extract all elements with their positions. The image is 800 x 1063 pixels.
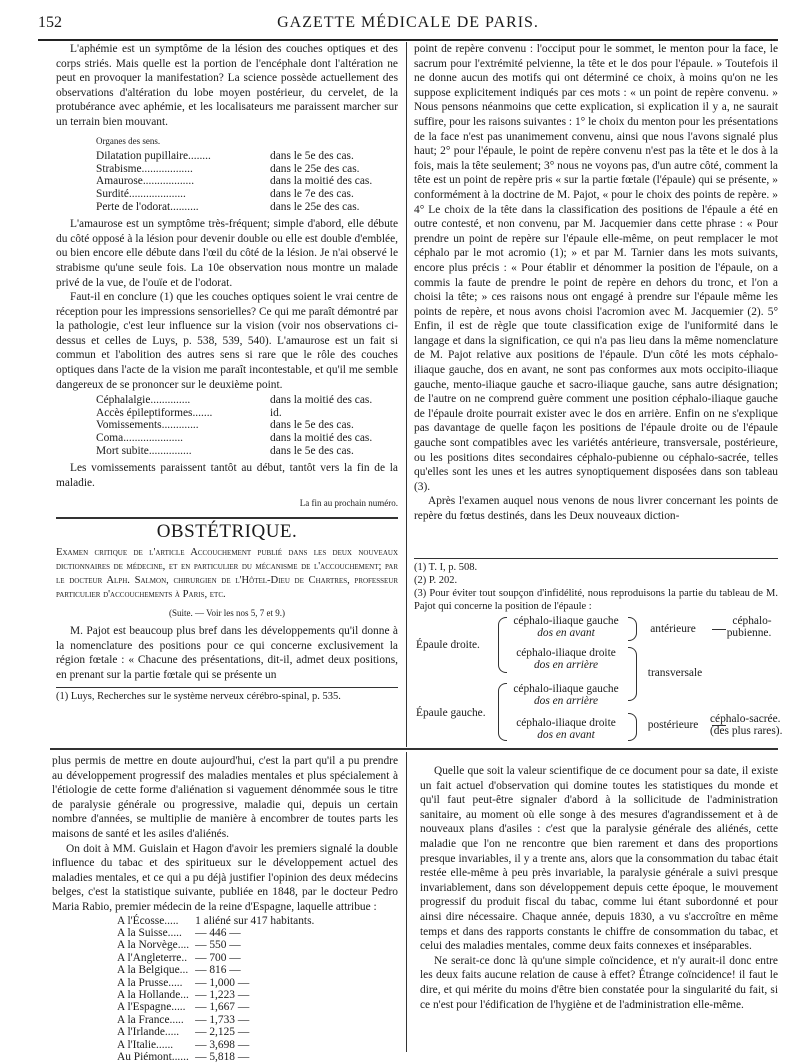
row-2a: céphalo-iliaque droite — [516, 647, 616, 659]
country-statistics-table — [114, 915, 317, 1063]
position-table-diagram — [414, 615, 783, 743]
label-anterieure: antérieure — [650, 623, 696, 635]
right-top-column — [414, 42, 778, 532]
brace-trans — [628, 647, 637, 701]
table-row: Coma..................... dans la moitié des cas. — [96, 432, 373, 445]
right-bottom-column — [420, 764, 778, 1054]
column-divider-top — [406, 42, 407, 747]
brace-ant-top — [628, 617, 637, 641]
table-row: A la Belgique... — 816 — — [117, 964, 241, 977]
paragraph-pajot: M. Pajot est beaucoup plus bref dans les développements qu'il donne à la nomenclature des positions pour ce qui concerne exclusivement la région fœtale : « Chacune des présentations, dit-il, admet deux positions, en prenant sur la partie fœtale qui se présente un — [56, 625, 398, 681]
table-row: A l'Espagne..... — 1,667 — — [117, 1001, 250, 1014]
footnote-2: (2) P. 202. — [414, 575, 458, 586]
bottom-section-rule — [50, 748, 778, 750]
label-cephalo: céphalo- — [732, 615, 772, 627]
paragraph-guislain: On doit à MM. Guislain et Hagon d'avoir les premiers signalé la double influence du tabac et des spiritueux sur le développement actuel des maladies mentales, et ce qui a pu déjà justifier l'opinion des deux médecins belges, c'est la statistique suivante, publiée en 1848, par le docteur Pedro Maria Rabio, premier médecin de la reine d'Espagne, laquelle attribue : — [52, 842, 398, 913]
row-1b: dos en avant — [537, 627, 595, 639]
table-row: Amaurose.................. dans la moitié des cas. — [96, 175, 373, 188]
section-rule — [56, 517, 398, 519]
page-number: 152 — [38, 14, 62, 31]
paragraph-valeur-scientifique: Quelle que soit la valeur scientifique de ce document pour sa date, il existe un fait actuel d'observation qui domine toutes les statistiques du monde et qu'il faut peut-être signaler d'abord à la sollicitude de l'administration sanitaire, au moment où elle songe à des mesures d'agrandissement et à de nouveaux plans d'asiles : c'est que la paralysie générale des aliénés, cette maladie que l'on ne rencontre que bien rarement et dans des proportions presque invariables, il y a trente ans, alors que la consommation du tabac était restée elle-même à peu près invariable, la paralysie générale a suivi presque invariablement, dans son développement depuis cette époque, le mouvement progressif du produit fiscal du tabac, comme lui étant subordonné et pour ainsi dire nécessaire. Chaque année, depuis 1830, a vu s'accroître en même temps et dans des rapports constants le chiffre de consommation du tabac, et celui des maladies mentales, comme deux faits connexes et inséparables. — [420, 765, 778, 953]
table-row: A la Prusse..... — 1,000 — — [117, 976, 250, 989]
footnote-luys: (1) Luys, Recherches sur le système nerveux cérébro-spinal, p. 535. — [56, 690, 341, 702]
row-4b: dos en avant — [537, 729, 595, 741]
table-row: Vomissements............. dans le 5e des cas. — [96, 419, 354, 432]
right-footnotes — [414, 558, 778, 618]
column-divider-bottom — [406, 752, 407, 1052]
section-title: OBSTÉTRIQUE. — [156, 521, 298, 542]
paragraph-paralysie: plus permis de mettre en doute aujourd'hui, c'est la part qu'il a pu prendre au développement progressif des maladies mentales et plus spécialement à l'étiologie de cette forme d'aliénation si vaguement dénommée sous le titre de paralysie générale ou progressive, maladie qui, depuis un certain nombre d'années, se multiplie de manière à encombrer de toutes parts les maisons de santé et les asiles d'aliénés. — [52, 755, 398, 840]
left-bottom-column — [52, 754, 398, 1063]
row-2b: dos en arrière — [533, 659, 599, 671]
footnote-3: (3) Pour éviter tout soupçon d'infidélité, nous reproduisons la partie du tableau de M. Pajot qui concerne la position de l'épaule : — [414, 588, 778, 612]
table-row: A l'Écosse..... 1 aliéné sur 417 habitants. — [117, 914, 315, 927]
paragraph-conclusion: Faut-il en conclure (1) que les couches optiques soient le vrai centre de réception pour les impressions sensorielles? Ce qui me paraît démontré par la pathologie, c'est leur influence sur la vision (voir nos observations ci-dessus et celles de Luys, p. 538, 539, 540). L'amaurose est un fait si commun et l'abolition des autres sens si rare que le rôle des couches optiques dans l'acte de la vision me paraît incontestable, et qu'il me semble dangereux de se prononcer sur le deuxième point. — [56, 291, 398, 391]
symptoms-table — [94, 394, 374, 457]
paragraph-point-de-repere: point de repère convenu : l'occiput pour le sommet, le menton pour la face, le sacrum pour l'extrémité pelvienne, la tête et le dos pour l'épaule. » Toutefois il ne donne aucun des motifs qui ont déterminé ce choix, à moins qu'on ne les suppose explicitement indiqués par ces mots : « un point de repère convenu. » Nous pensons néanmoins que cette explication, si explication il y a, ne saurait suffire, pour les raisons suivantes : 1° le choix du menton pour les présentations de la face n'est pas unanimement convenu, ainsi que nous l'avons signalé plus haut; 2° pour l'épaule, le point de repère convenu n'est pas la tête et le dos à la fois, mais la tête seulement; 3° nous ne voyons pas, d'un autre côté, comment la tête est un point de repère pris « sur la partie fœtale (l'épaule) qui se présente, » conformément à la doctrine de M. Pajot, « pour le choix des points de repère. » 4° Le choix de la tête dans la classification des positions de l'épaule a été en outre contesté, et non convenu, par M. Jacquemier dans cette phrase : « Pour prendre un point de repère sur l'épaule elle-même, on peut remplacer le mot céphalo par le mot acromio (1); » et par M. Tarnier dans les mots suivants, encore plus précis : « Pour établir et dénommer la position de l'épaule, on a commis la faute de prendre le point de repère en dehors du tronc, et l'on a choisi la tête; » ces raisons nous ont engagé à prendre sur l'épaule même les points de repère, et nous avons choisi l'acromion avec M. Jacquemier (2). 5° Enfin, il est de règle que toute classification exige de l'uniformité dans le langage et dans la signification, ce qui n'a pas lieu dans la même nomenclature de M. Pajot relative aux positions de l'épaule. D'un côté les mots céphalo-iliaque gauche, dos en avant, ne sont pas conformes aux mots occipito-iliaque gauche, mento-iliaque gauche et sacro-iliaque gauche, sans autre désignation; de l'autre on ne comprend guère comment une position céphalo-iliaque gauche de l'épaule droite pourrait exister avec le dos en arrière. Enfin on ne s'explique pas davantage de quelle façon les positions de l'épaule droite ou de l'épaule gauche sont compatibles avec les variétés antérieure, transversale, postérieure, ou les positions dites secondaires céphalo-pubienne ou céphalo-sacrée, telles qu'elles sont les unes et les autres synoptiquement disposées dans son tableau (3). — [414, 43, 778, 493]
subheading-organes: Organes des sens. — [96, 135, 161, 146]
label-pubienne: pubienne. — [726, 627, 772, 639]
row-3a: céphalo-iliaque gauche — [513, 683, 619, 695]
page-header — [38, 8, 778, 38]
journal-title: GAZETTE MÉDICALE DE PARIS. — [277, 14, 539, 31]
table-row: Céphalalgie.............. dans la moitié des cas. — [96, 394, 373, 407]
label-epaule-droite: Épaule droite. — [416, 639, 480, 651]
table-row: A la Norvège.... — 550 — — [117, 939, 241, 952]
continued-note: La fin au prochain numéro. — [299, 498, 398, 509]
label-transversale: transversale — [647, 667, 703, 679]
table-row: A la Suisse..... — 446 — — [117, 926, 241, 939]
paragraph-aphemie: L'aphémie est un symptôme de la lésion des couches optiques et des corps striés. Mais quelle est la portion de l'encéphale dont l'altération ne peut en provoquer la manifestation? La science possède actuellement des observations d'altération du lobe moyen postérieur, du cervelet, de la protubérance avec aphémie, et les localisateurs me paraissent marcher sur un terrain bien mouvant. — [56, 43, 398, 128]
table-row: Dilatation pupillaire........ dans le 5e des cas. — [96, 150, 354, 163]
suite-note: (Suite. — Voir les nos 5, 7 et 9.) — [169, 607, 285, 618]
label-cephalo-sacree: céphalo-sacrée. — [710, 713, 781, 725]
table-row: A l'Irlande..... — 2,125 — — [117, 1026, 250, 1039]
paragraph-examen: Après l'examen auquel nous venons de nous livrer concernant les points de repère du fœtus destinés, dans les Deux nouveaux diction- — [414, 495, 778, 522]
table-row: A l'Italie...... — 3,698 — — [117, 1038, 250, 1051]
table-row: Strabisme.................. dans le 25e des cas. — [96, 162, 360, 175]
paragraph-coincidence: Ne serait-ce donc là qu'une simple coïncidence, et n'y aurait-il donc entre les deux faits aucune relation de cause à effet? Étrange coïncidence! il faut le dire, et qui mérite du moins d'être bien constatée pour la singularité du fait, si ce n'est pour l'édification de l'hygiène et de l'administration elle-même. — [420, 954, 778, 1011]
table-row: Perte de l'odorat.......... dans le 25e des cas. — [96, 200, 360, 213]
table-row: A la France..... — 1,733 — — [117, 1013, 250, 1026]
label-epaule-gauche: Épaule gauche. — [416, 707, 486, 719]
brace-post — [628, 713, 637, 741]
header-rule — [38, 39, 778, 41]
left-top-column — [56, 42, 398, 748]
row-4a: céphalo-iliaque droite — [516, 717, 616, 729]
table-row: Au Piémont...... — 5,818 — — [117, 1051, 250, 1063]
footnote-1: (1) T. I, p. 508. — [414, 562, 478, 573]
article-heading: Examen critique de l'article Accouchement publié dans les deux nouveaux dictionnaires de médecine, et en particulier du mécanisme de l'accouchement; par le docteur Alph. Salmon, chirurgien de l'Hôtel-Dieu de Chartres, professeur particulier d'accouchements à Paris, etc. — [56, 546, 398, 600]
label-plus-rares: (des plus rares). — [710, 725, 783, 737]
row-1a: céphalo-iliaque gauche — [513, 615, 619, 627]
footnote-rule — [56, 687, 398, 688]
paragraph-amaurose: L'amaurose est un symptôme très-fréquent; simple d'abord, elle débute du côté opposé à la lésion pour devenir double ou elle est double d'emblée, ou bien encore elle débute dans l'œil du côté de la lésion. Je n'ai observé le strabisme qu'une seule fois. La 10e observation nous montre un malade privé de la vue, de l'ouïe et de l'odorat. — [56, 218, 398, 289]
paragraph-vomissements: Les vomissements paraissent tantôt au début, tantôt vers la fin de la maladie. — [56, 462, 398, 489]
table-row: Surdité.................... dans le 7e des cas. — [96, 187, 354, 200]
table-row: Mort subite............... dans le 5e des cas. — [96, 444, 354, 457]
table-row: A la Hollande... — 1,223 — — [117, 988, 250, 1001]
table-row: A l'Angleterre.. — 700 — — [117, 951, 241, 964]
table-row: Accès épileptiformes....... id. — [96, 406, 282, 419]
label-posterieure: postérieure — [647, 719, 699, 731]
row-3b: dos en arrière — [533, 695, 599, 707]
footnote-rule — [414, 558, 778, 559]
sense-organs-table — [94, 150, 374, 213]
